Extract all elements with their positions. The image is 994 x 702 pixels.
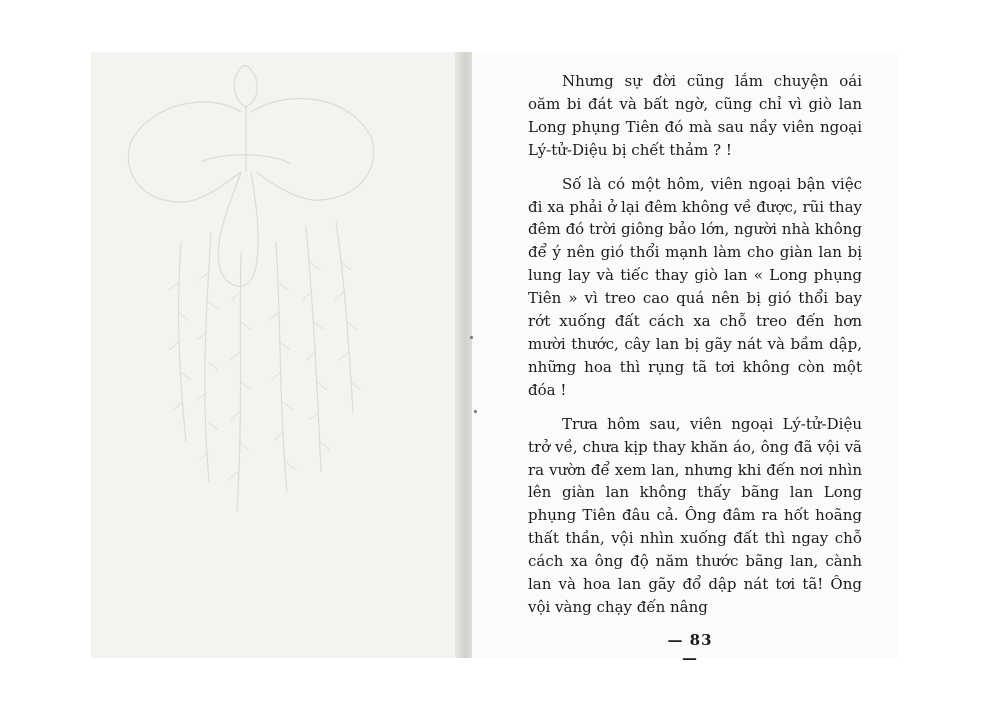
orchid-illustration (91, 52, 465, 658)
page-number: — 83 — (667, 631, 713, 667)
paragraph: Số là có một hôm, viên ngoại bận việc đi xa phải ở lại đêm không về được, rũi thay đêm đó trời giông bảo lớn, người nhà không để ý nên gió thổi mạnh làm cho giàn lan bị lung lay và tiếc thay giò lan « Long phụng Tiên » vì treo cao quá nên bị gió thổi bay rớt xuống đất cách xa chỗ treo đến hơn mười thước, cây lan bị gãy nát và bầm dập, những hoa thì rụng tã tơi không còn một đóa ! (528, 174, 862, 399)
left-page (91, 52, 465, 658)
paragraph: Nhưng sự đời cũng lắm chuyện oái oăm bi đát và bất ngờ, cũng chỉ vì giò lan Long phụng Tiên đó mà sau nầy viên ngoại Lý-tử-Diệu bị chết thảm ? ! (528, 72, 862, 159)
scan-speck (470, 336, 473, 339)
scan-speck (474, 410, 477, 413)
paragraph: Trưa hôm sau, viên ngoại Lý-tử-Diệu trở về, chưa kịp thay khăn áo, ông đã vội vã ra vườn để xem lan, nhưng khi đến nơi nhìn lên giàn lan không thấy bãng lan Long phụng Tiên đâu cả. Ông đâm ra hốt hoãng thất thần, vội nhìn xuống đất thì ngay chỗ cách xa ông độ năm thước bãng lan, cành lan và hoa lan gãy đổ dập nát tơi tã! Ông vội vàng chạy đến nâng (528, 414, 862, 616)
page-text (528, 70, 862, 619)
